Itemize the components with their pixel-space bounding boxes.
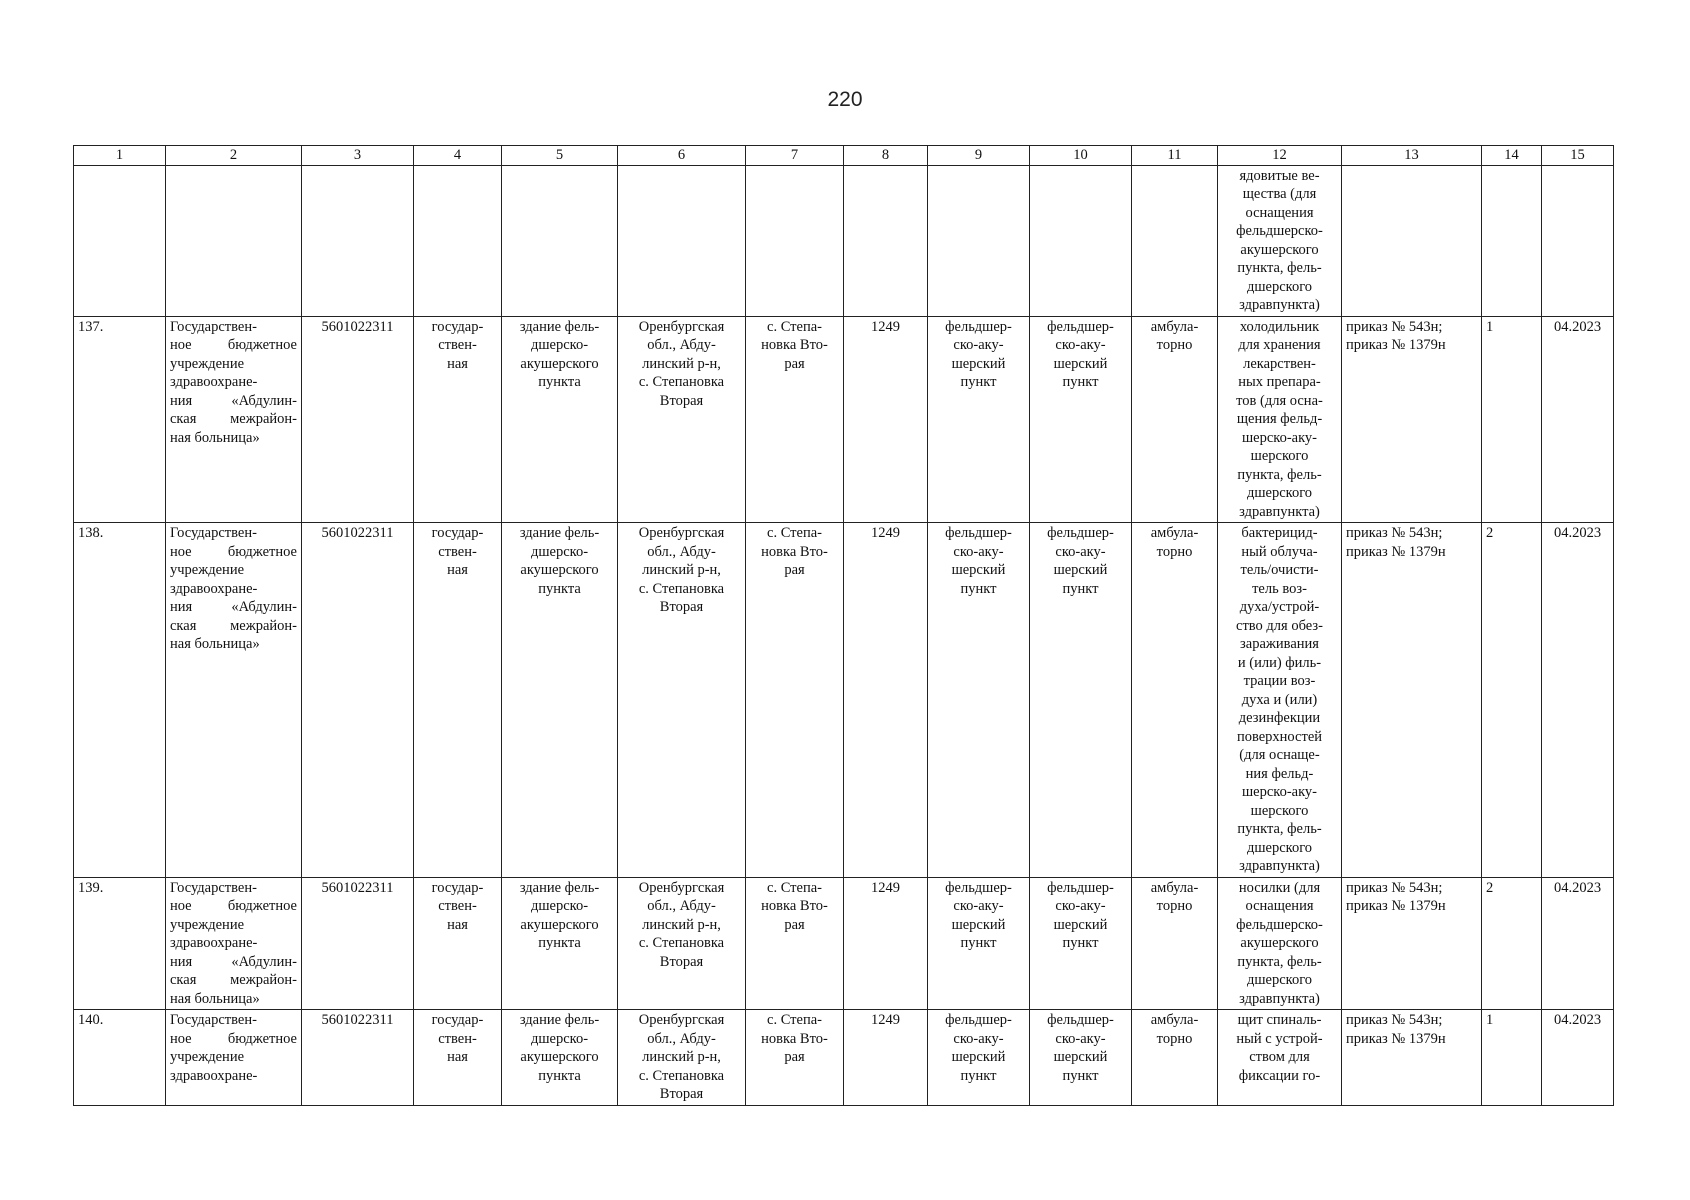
cell-line: пункта	[538, 935, 581, 951]
cell-line: ное бюджетное	[170, 337, 297, 353]
cell-line: ния «Абдулин-	[170, 599, 297, 615]
cell-line: Вторая	[659, 392, 704, 409]
col-header: 6	[618, 146, 746, 166]
cell-line: здравпункта)	[1239, 503, 1320, 520]
cell-line: фельдшер-	[1047, 1012, 1114, 1028]
cell-code: 1249	[844, 877, 928, 1010]
cell-line: акушерского	[1240, 241, 1319, 258]
cell-organization	[166, 877, 302, 1010]
cell-line: ствен-	[438, 898, 477, 914]
cell-line: ных препара-	[1238, 374, 1321, 390]
cell-line: духа/устрой-	[1239, 599, 1320, 615]
cell-code: 1249	[844, 1010, 928, 1106]
cell-line: фельдшер-	[945, 525, 1012, 541]
cell-line: с. Степа-	[767, 318, 822, 335]
cell-equipment	[1218, 1010, 1342, 1106]
cell-line: пункт	[960, 1067, 997, 1084]
cell-locality	[746, 1010, 844, 1106]
cell-address	[618, 877, 746, 1010]
cell-ownership-form	[414, 523, 502, 878]
cell-line: дшерско-	[530, 337, 589, 353]
cell-line: ная	[447, 355, 468, 372]
cell-line: ная больница»	[170, 636, 260, 652]
cell-inn: 5601022311	[302, 877, 414, 1010]
cell-line: ная	[447, 562, 468, 578]
cell-number: 139.	[74, 877, 166, 1010]
cell-line: ное бюджетное	[170, 1030, 297, 1047]
cell-line: ство для обез-	[1236, 617, 1323, 634]
cell-line: ния «Абдулин-	[170, 953, 297, 970]
cell-line: для хранения	[1238, 337, 1321, 353]
cell-number: 138.	[74, 523, 166, 878]
cell-line: дшерско-	[530, 898, 589, 914]
cell-line: шерский	[1053, 1049, 1108, 1065]
cell-line: торно	[1156, 1030, 1193, 1047]
cell-line: обл., Абду-	[647, 898, 716, 914]
cell-facility-subtype	[1030, 523, 1132, 878]
cell-line: шерский	[1053, 916, 1108, 933]
cell-line: обл., Абду-	[647, 337, 716, 353]
cell-facility-type	[928, 1010, 1030, 1106]
cell-quantity: 1	[1482, 1010, 1542, 1106]
cell-line: фельдшер-	[945, 318, 1012, 335]
cell-line: бактерицид-	[1241, 525, 1318, 541]
col-header: 8	[844, 146, 928, 166]
cell-line: лекарствен-	[1243, 355, 1316, 372]
cell-line: дшерского	[1246, 485, 1313, 501]
cell-line: фельдшер-	[1047, 318, 1114, 335]
col-header: 9	[928, 146, 1030, 166]
table-row	[74, 877, 1614, 1010]
cell-line: ствен-	[438, 1030, 477, 1047]
cell-line: торно	[1156, 543, 1193, 560]
cell-line: оснащения	[1245, 204, 1314, 221]
cell-line: ная больница»	[170, 990, 260, 1007]
cell-line: здравпункта)	[1239, 858, 1320, 874]
cell-line: приказ № 1379н	[1346, 543, 1446, 560]
cell-line: пункт	[1062, 935, 1099, 951]
cell-facility-subtype	[1030, 877, 1132, 1010]
col-header: 3	[302, 146, 414, 166]
cell-line: линский р-н,	[642, 916, 721, 933]
cell-line: линский р-н,	[642, 355, 721, 372]
cell-line: дшерско-	[530, 543, 589, 560]
cell-inn: 5601022311	[302, 316, 414, 523]
cell-equipment	[1218, 165, 1342, 316]
cell-line: тель/очисти-	[1240, 562, 1319, 578]
continuation-row	[74, 165, 1614, 316]
cell-line: ством для	[1249, 1049, 1310, 1065]
cell-line: приказ № 1379н	[1346, 1030, 1446, 1047]
cell-code: 1249	[844, 316, 928, 523]
cell-equipment	[1218, 523, 1342, 878]
cell-line: шерский	[1053, 355, 1108, 372]
col-header: 4	[414, 146, 502, 166]
cell-line: пункт	[960, 935, 997, 951]
cell-line: акушерского	[520, 1049, 599, 1065]
cell-line: государ-	[431, 1012, 484, 1028]
cell-line: учреждение	[170, 562, 245, 578]
cell-line: тель воз-	[1252, 580, 1307, 597]
cell-line: акушерского	[1240, 935, 1319, 951]
cell-line: фельдшер-	[1047, 525, 1114, 541]
cell-line: рая	[784, 562, 805, 578]
cell-line: дшерского	[1246, 972, 1313, 988]
cell-line: ный с устрой-	[1236, 1030, 1323, 1047]
cell-line: рая	[784, 355, 805, 372]
cell-line: холодильник	[1239, 318, 1320, 335]
cell-line: Оренбургская	[638, 1012, 725, 1028]
cell-line: ская межрайон-	[170, 972, 297, 988]
cell-line: Вторая	[659, 953, 704, 970]
cell-quantity: 2	[1482, 523, 1542, 878]
cell-line: Государствен-	[170, 879, 257, 896]
cell-line: пункта, фель-	[1237, 260, 1322, 276]
cell-line: здравоохране-	[170, 935, 258, 951]
cell-line: щества (для	[1242, 186, 1317, 202]
cell-line: торно	[1156, 898, 1193, 914]
cell-line: фельдшер-	[945, 1012, 1012, 1028]
cell-line: шерский	[951, 916, 1006, 933]
cell-line: Государствен-	[170, 318, 257, 335]
cell-line: здравоохране-	[170, 580, 258, 597]
cell-line: здравпункта)	[1239, 990, 1320, 1007]
cell-building	[502, 877, 618, 1010]
cell-line: ско-аку-	[1055, 898, 1106, 914]
cell-locality	[746, 877, 844, 1010]
col-header: 5	[502, 146, 618, 166]
cell-line: шерский	[951, 355, 1006, 372]
cell-line: приказ № 543н;	[1346, 525, 1443, 541]
cell-line: ния фельд-	[1245, 765, 1314, 782]
cell-line: пункта, фель-	[1237, 821, 1322, 837]
cell-line: учреждение	[170, 916, 245, 933]
cell-line: ное бюджетное	[170, 898, 297, 914]
cell-line: с. Степановка	[638, 1067, 725, 1084]
cell-line: шерско-аку-	[1241, 784, 1318, 800]
cell-number: 140.	[74, 1010, 166, 1106]
cell-line: новка Вто-	[761, 543, 828, 560]
cell-line: приказ № 543н;	[1346, 318, 1443, 335]
col-header: 12	[1218, 146, 1342, 166]
cell-line: шерский	[951, 1049, 1006, 1065]
cell-inn: 5601022311	[302, 523, 414, 878]
cell-line: зараживания	[1240, 636, 1319, 652]
cell-line: линский р-н,	[642, 1049, 721, 1065]
cell-line: здание фель-	[519, 525, 600, 541]
cell-organization	[166, 1010, 302, 1106]
cell-quantity: 1	[1482, 316, 1542, 523]
cell-line: Вторая	[659, 599, 704, 615]
cell-line: ная больница»	[170, 429, 260, 446]
cell-line: щения фельд-	[1236, 411, 1323, 427]
cell-line: дшерского	[1246, 278, 1313, 295]
cell-line: ская межрайон-	[170, 617, 297, 634]
cell-address	[618, 316, 746, 523]
cell-line: обл., Абду-	[647, 543, 716, 560]
cell-line: с. Степа-	[767, 879, 822, 896]
cell-line: здание фель-	[519, 318, 600, 335]
cell-line: рая	[784, 1049, 805, 1065]
cell-date: 04.2023	[1542, 316, 1614, 523]
cell-line: пункт	[1062, 374, 1099, 390]
cell-line: ско-аку-	[1055, 543, 1106, 560]
cell-line: учреждение	[170, 355, 245, 372]
cell-line: государ-	[431, 879, 484, 896]
cell-line: (для оснаще-	[1239, 747, 1320, 763]
cell-line: ная	[447, 1049, 468, 1065]
cell-line: ско-аку-	[953, 898, 1004, 914]
table-row	[74, 316, 1614, 523]
cell-inn: 5601022311	[302, 1010, 414, 1106]
col-header: 15	[1542, 146, 1614, 166]
cell-line: ядовитые ве-	[1239, 167, 1320, 184]
cell-line: пункт	[1062, 580, 1099, 597]
cell-order	[1342, 523, 1482, 878]
cell-line: пункт	[960, 374, 997, 390]
table-body	[74, 165, 1614, 1105]
cell-line: шерско-аку-	[1241, 429, 1318, 446]
cell-line: пункт	[960, 580, 997, 597]
cell-ownership-form	[414, 877, 502, 1010]
cell-care-mode	[1132, 877, 1218, 1010]
cell-building	[502, 1010, 618, 1106]
col-header: 11	[1132, 146, 1218, 166]
cell-line: амбула-	[1150, 879, 1199, 896]
cell-line: новка Вто-	[761, 1030, 828, 1047]
cell-line: пункта, фель-	[1237, 953, 1322, 970]
cell-number: 137.	[74, 316, 166, 523]
cell-facility-type	[928, 523, 1030, 878]
cell-line: рая	[784, 916, 805, 933]
cell-line: Вторая	[659, 1086, 704, 1102]
cell-line: ская межрайон-	[170, 411, 297, 427]
cell-line: обл., Абду-	[647, 1030, 716, 1047]
cell-date: 04.2023	[1542, 877, 1614, 1010]
cell-line: ско-аку-	[953, 543, 1004, 560]
cell-line: приказ № 1379н	[1346, 337, 1446, 353]
cell-line: Оренбургская	[638, 525, 725, 541]
cell-line: шерского	[1250, 448, 1309, 464]
col-header: 1	[74, 146, 166, 166]
cell-line: Государствен-	[170, 525, 257, 541]
cell-line: пункта	[538, 580, 581, 597]
cell-line: новка Вто-	[761, 898, 828, 914]
cell-address	[618, 1010, 746, 1106]
col-header: 13	[1342, 146, 1482, 166]
cell-line: приказ № 543н;	[1346, 1012, 1443, 1028]
cell-line: государ-	[431, 525, 484, 541]
cell-line: пункт	[1062, 1067, 1099, 1084]
cell-ownership-form	[414, 316, 502, 523]
cell-line: приказ № 543н;	[1346, 879, 1443, 896]
cell-line: ско-аку-	[1055, 337, 1106, 353]
col-header: 14	[1482, 146, 1542, 166]
cell-line: пункта	[538, 374, 581, 390]
cell-line: учреждение	[170, 1049, 245, 1065]
cell-line: ния «Абдулин-	[170, 392, 297, 409]
cell-line: здравоохране-	[170, 374, 258, 390]
cell-line: приказ № 1379н	[1346, 898, 1446, 914]
cell-line: дезинфекции	[1238, 710, 1321, 726]
cell-building	[502, 523, 618, 878]
cell-line: амбула-	[1150, 1012, 1199, 1028]
cell-line: Оренбургская	[638, 318, 725, 335]
cell-line: новка Вто-	[761, 337, 828, 353]
cell-line: тов (для осна-	[1236, 392, 1323, 409]
cell-line: пункта, фель-	[1237, 466, 1322, 483]
cell-line: здравпункта)	[1239, 297, 1320, 313]
cell-care-mode	[1132, 316, 1218, 523]
cell-line: шерского	[1250, 802, 1309, 819]
cell-care-mode	[1132, 1010, 1218, 1106]
cell-facility-type	[928, 316, 1030, 523]
page-number: 220	[827, 88, 863, 111]
cell-line: фиксации го-	[1238, 1067, 1321, 1084]
cell-date: 04.2023	[1542, 1010, 1614, 1106]
cell-ownership-form	[414, 1010, 502, 1106]
cell-line: с. Степа-	[767, 525, 822, 541]
cell-locality	[746, 523, 844, 878]
cell-locality	[746, 316, 844, 523]
cell-line: здание фель-	[519, 1012, 600, 1028]
cell-facility-type	[928, 877, 1030, 1010]
cell-line: духа и (или)	[1241, 691, 1318, 708]
cell-equipment	[1218, 316, 1342, 523]
cell-line: ное бюджетное	[170, 543, 297, 560]
cell-equipment	[1218, 877, 1342, 1010]
cell-line: ско-аку-	[953, 337, 1004, 353]
cell-line: ско-аку-	[1055, 1030, 1106, 1047]
col-header: 2	[166, 146, 302, 166]
cell-quantity: 2	[1482, 877, 1542, 1010]
cell-line: амбула-	[1150, 318, 1199, 335]
cell-line: поверхностей	[1236, 728, 1323, 745]
col-header: 7	[746, 146, 844, 166]
cell-order	[1342, 1010, 1482, 1106]
cell-line: ный облуча-	[1241, 543, 1318, 560]
cell-line: щит спиналь-	[1237, 1012, 1322, 1028]
header-row	[74, 146, 1614, 166]
cell-line: носилки (для	[1238, 879, 1321, 896]
cell-line: акушерского	[520, 916, 599, 933]
col-header: 10	[1030, 146, 1132, 166]
cell-facility-subtype	[1030, 316, 1132, 523]
cell-line: пункта	[538, 1067, 581, 1084]
registry-table	[73, 145, 1614, 1106]
table-row	[74, 1010, 1614, 1106]
cell-line: с. Степановка	[638, 935, 725, 951]
cell-line: торно	[1156, 337, 1193, 353]
cell-line: ная	[447, 916, 468, 933]
cell-line: Оренбургская	[638, 879, 725, 896]
cell-line: с. Степановка	[638, 580, 725, 597]
cell-line: государ-	[431, 318, 484, 335]
cell-line: шерский	[951, 562, 1006, 578]
cell-line: ствен-	[438, 337, 477, 353]
cell-line: акушерского	[520, 562, 599, 578]
cell-line: фельдшерско-	[1236, 916, 1323, 933]
cell-organization	[166, 523, 302, 878]
table-row	[74, 523, 1614, 878]
cell-date: 04.2023	[1542, 523, 1614, 878]
cell-line: шерский	[1053, 562, 1108, 578]
cell-care-mode	[1132, 523, 1218, 878]
cell-line: и (или) филь-	[1237, 654, 1322, 671]
cell-line: здание фель-	[519, 879, 600, 896]
cell-line: ствен-	[438, 543, 477, 560]
cell-building	[502, 316, 618, 523]
cell-line: фельдшерско-	[1236, 223, 1323, 239]
cell-line: с. Степа-	[767, 1012, 822, 1028]
cell-order	[1342, 316, 1482, 523]
cell-line: линский р-н,	[642, 562, 721, 578]
cell-line: оснащения	[1245, 898, 1314, 914]
cell-line: дшерского	[1246, 839, 1313, 856]
cell-line: трации воз-	[1243, 673, 1316, 689]
cell-line: Государствен-	[170, 1012, 257, 1028]
cell-line: дшерско-	[530, 1030, 589, 1047]
cell-line: фельдшер-	[1047, 879, 1114, 896]
cell-organization	[166, 316, 302, 523]
cell-line: с. Степановка	[638, 374, 725, 390]
cell-line: ско-аку-	[953, 1030, 1004, 1047]
cell-line: фельдшер-	[945, 879, 1012, 896]
cell-address	[618, 523, 746, 878]
cell-code: 1249	[844, 523, 928, 878]
cell-order	[1342, 877, 1482, 1010]
cell-line: амбула-	[1150, 525, 1199, 541]
cell-facility-subtype	[1030, 1010, 1132, 1106]
cell-line: здравоохране-	[170, 1067, 258, 1084]
cell-line: акушерского	[520, 355, 599, 372]
